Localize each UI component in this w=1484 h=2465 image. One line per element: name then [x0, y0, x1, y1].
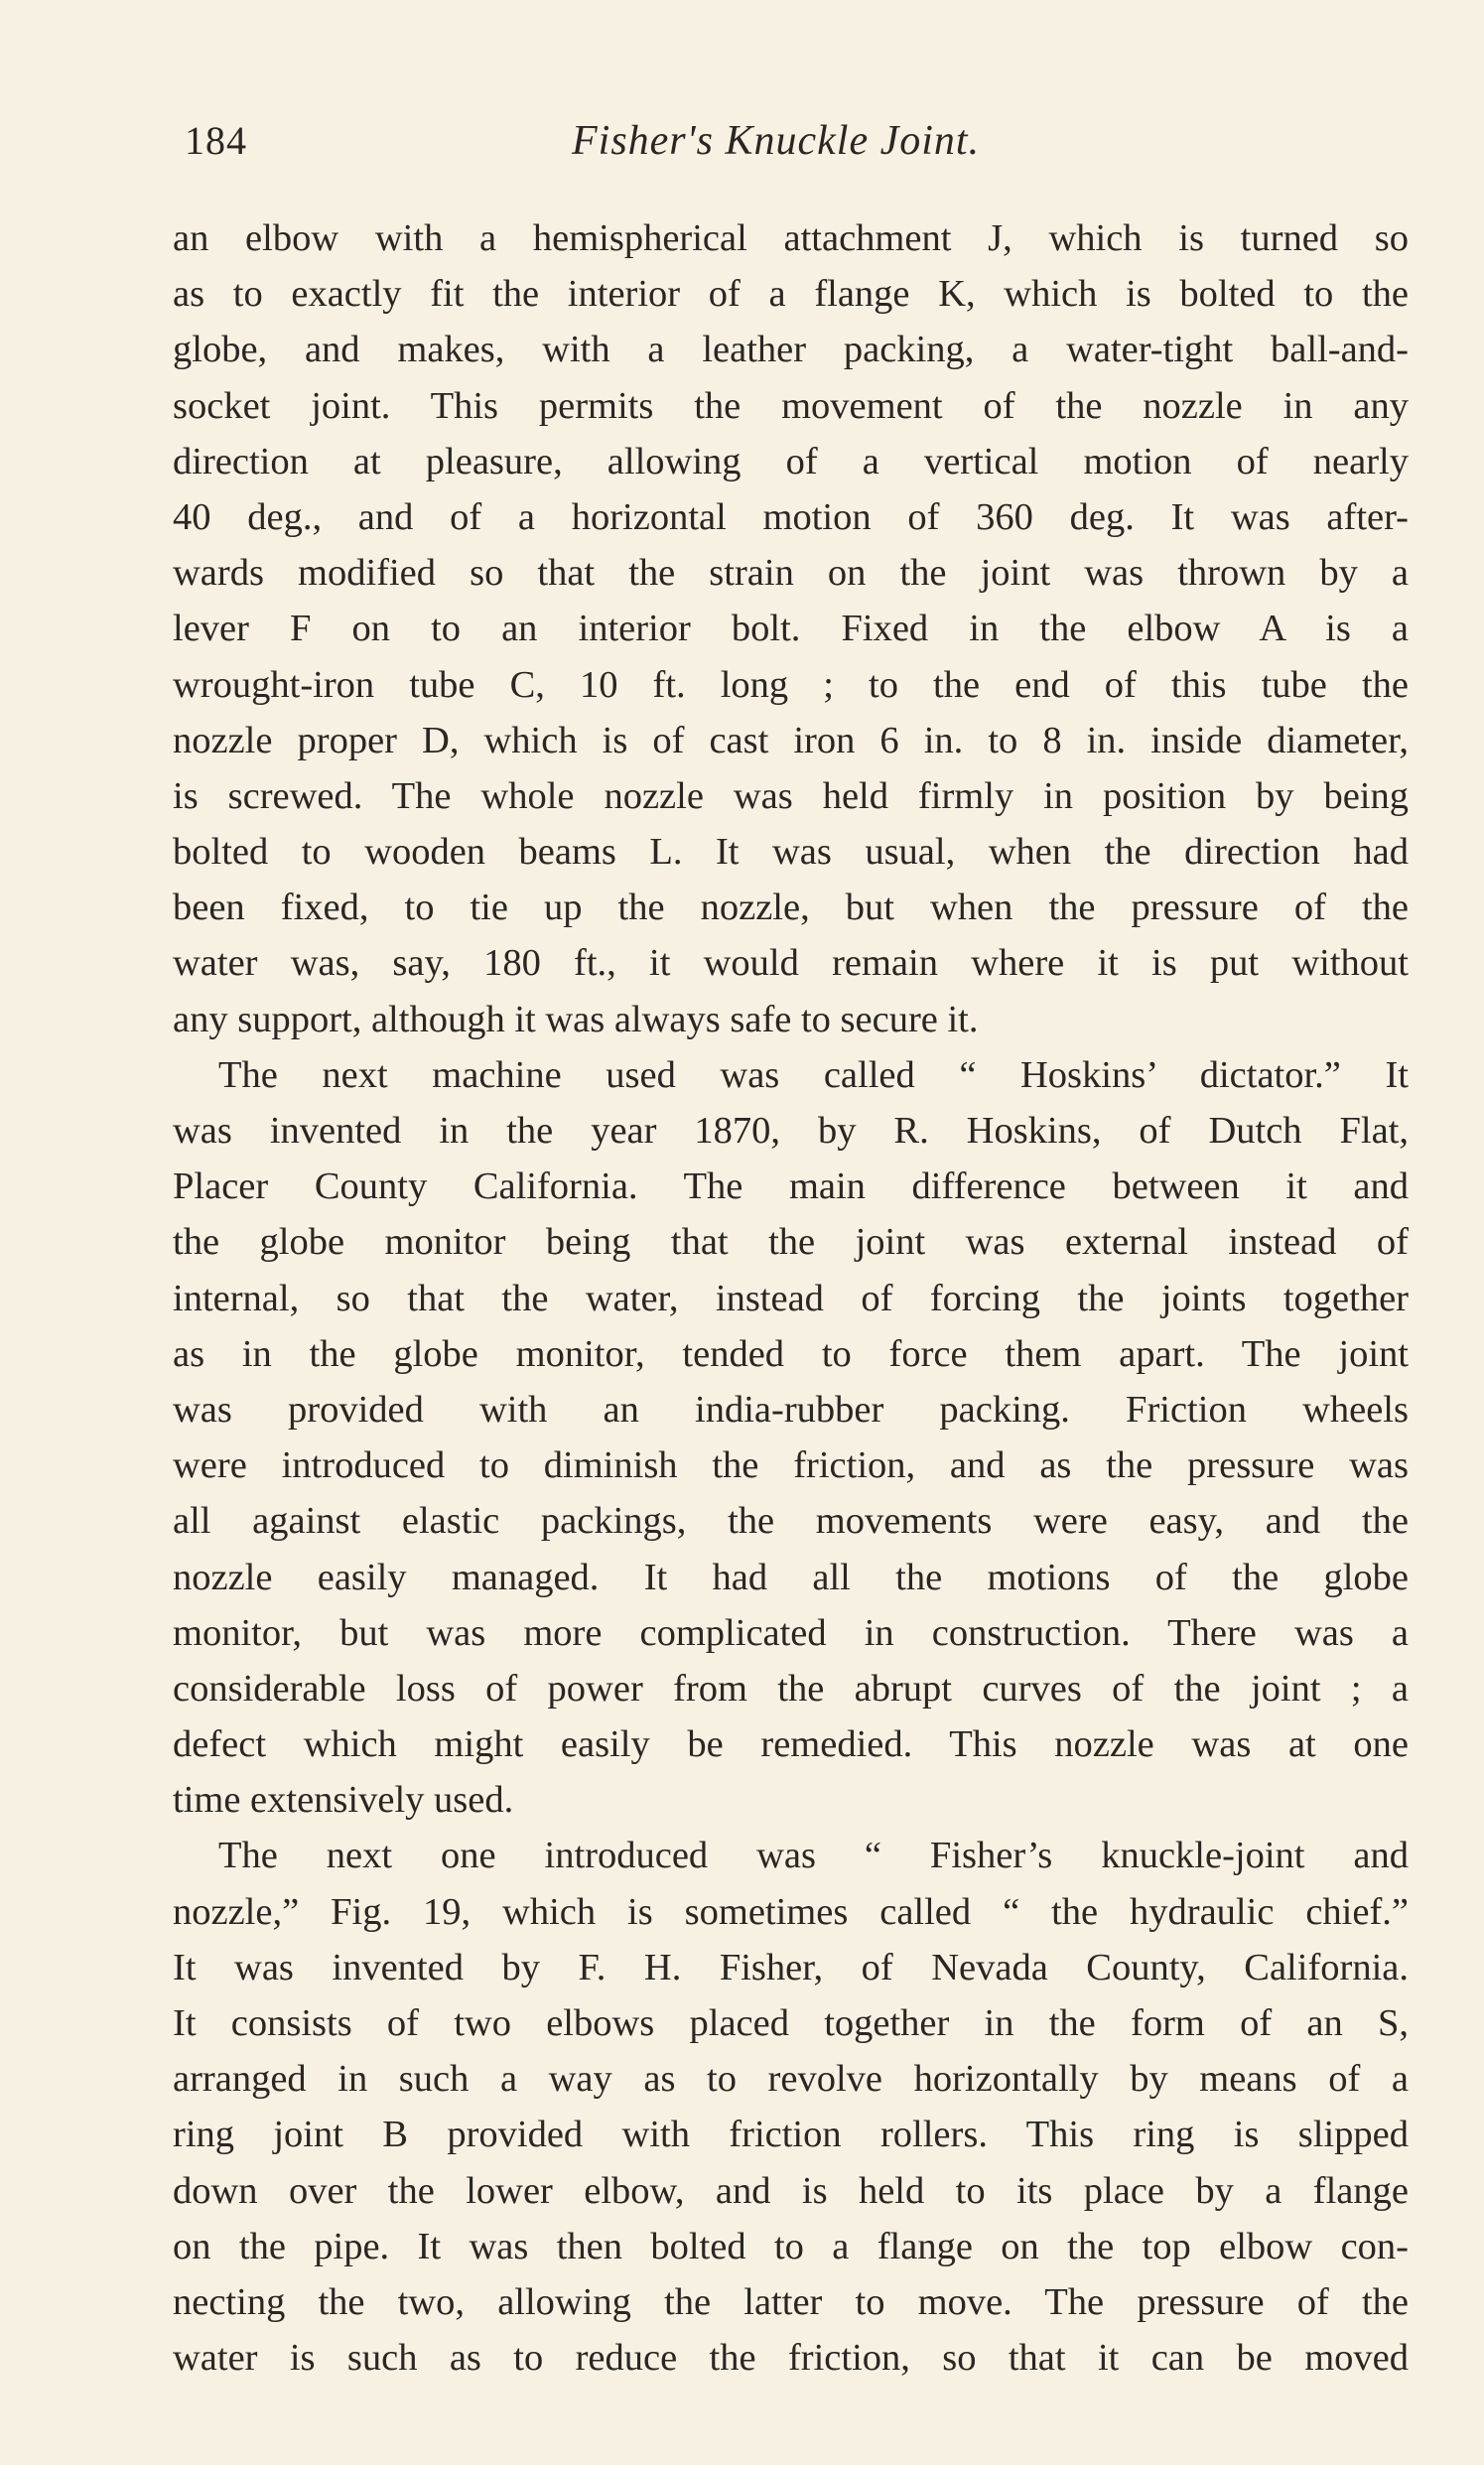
text-line: 40 deg., and of a horizontal motion of 360 deg. It was after-: [173, 495, 1409, 538]
text-line: socket joint. This permits the movement of the nozzle in any: [173, 384, 1409, 427]
text-line: nozzle proper D, which is of cast iron 6 in. to 8 in. inside diameter,: [173, 719, 1409, 761]
text-line: been fixed, to tie up the nozzle, but when the pressure of the: [173, 887, 1409, 929]
text-line: globe, and makes, with a leather packing, a water-tight ball-and-: [173, 329, 1409, 371]
text-line: as to exactly fit the interior of a flange K, which is bolted to the: [173, 273, 1409, 316]
text-line: down over the lower elbow, and is held to its place by a flange: [173, 2169, 1409, 2212]
text-line: time extensively used.: [173, 1779, 514, 1822]
text-line: wards modified so that the strain on the joint was thrown by a: [173, 552, 1409, 595]
page-number: 184: [185, 118, 247, 163]
text-line: was invented in the year 1870, by R. Hoskins, of Dutch Flat,: [173, 1110, 1409, 1152]
text-line: monitor, but was more complicated in construction. There was a: [173, 1611, 1409, 1654]
text-line: the globe monitor being that the joint was external instead of: [173, 1221, 1409, 1264]
text-line: defect which might easily be remedied. This nozzle was at one: [173, 1723, 1409, 1766]
text-line: It consists of two elbows placed together in the form of an S,: [173, 2002, 1409, 2044]
paragraph-hoskins-dictator: [173, 1047, 1409, 1829]
text-line: nozzle easily managed. It had all the motions of the globe: [173, 1556, 1409, 1598]
text-line: ring joint B provided with friction rollers. This ring is slipped: [173, 2114, 1409, 2156]
text-line: as in the globe monitor, tended to force them apart. The joint: [173, 1332, 1409, 1375]
paragraph-fisher-knuckle-joint: [173, 1828, 1409, 2386]
text-line: The next machine used was called “ Hoskins’ dictator.” It: [218, 1053, 1409, 1096]
text-line: all against elastic packings, the movements were easy, and the: [173, 1500, 1409, 1543]
text-line: It was invented by F. H. Fisher, of Nevada County, California.: [173, 1946, 1409, 1988]
text-line: lever F on to an interior bolt. Fixed in the elbow A is a: [173, 608, 1409, 650]
text-line: any support, although it was always safe to secure it.: [173, 998, 979, 1040]
body-text: [173, 210, 1409, 2386]
paragraph-globe-monitor: [173, 210, 1409, 1047]
text-line: is screwed. The whole nozzle was held firmly in position by being: [173, 774, 1409, 817]
text-line: water is such as to reduce the friction, so that it can be moved: [173, 2337, 1409, 2380]
text-line: on the pipe. It was then bolted to a flange on the top elbow con-: [173, 2225, 1409, 2267]
text-line: nozzle,” Fig. 19, which is sometimes called “ the hydraulic chief.”: [173, 1890, 1409, 1933]
text-line: arranged in such a way as to revolve horizontally by means of a: [173, 2058, 1409, 2101]
text-line: an elbow with a hemispherical attachment J, which is turned so: [173, 217, 1409, 259]
text-line: considerable loss of power from the abrupt curves of the joint ; a: [173, 1667, 1409, 1710]
text-line: bolted to wooden beams L. It was usual, when the direction had: [173, 831, 1409, 874]
text-line: direction at pleasure, allowing of a vertical motion of nearly: [173, 440, 1409, 482]
text-line: was provided with an india-rubber packing. Friction wheels: [173, 1388, 1409, 1431]
text-line: water was, say, 180 ft., it would remain where it is put without: [173, 942, 1409, 985]
text-line: necting the two, allowing the latter to move. The pressure of the: [173, 2280, 1409, 2323]
running-head: [185, 117, 1316, 177]
text-line: were introduced to diminish the friction, and as the pressure was: [173, 1444, 1409, 1487]
text-line: The next one introduced was “ Fisher’s knuckle-joint and: [218, 1835, 1409, 1877]
text-line: wrought-iron tube C, 10 ft. long ; to the end of this tube the: [173, 663, 1409, 706]
text-line: internal, so that the water, instead of forcing the joints together: [173, 1277, 1409, 1319]
running-title: Fisher's Knuckle Joint.: [572, 118, 981, 164]
text-line: Placer County California. The main difference between it and: [173, 1165, 1409, 1208]
